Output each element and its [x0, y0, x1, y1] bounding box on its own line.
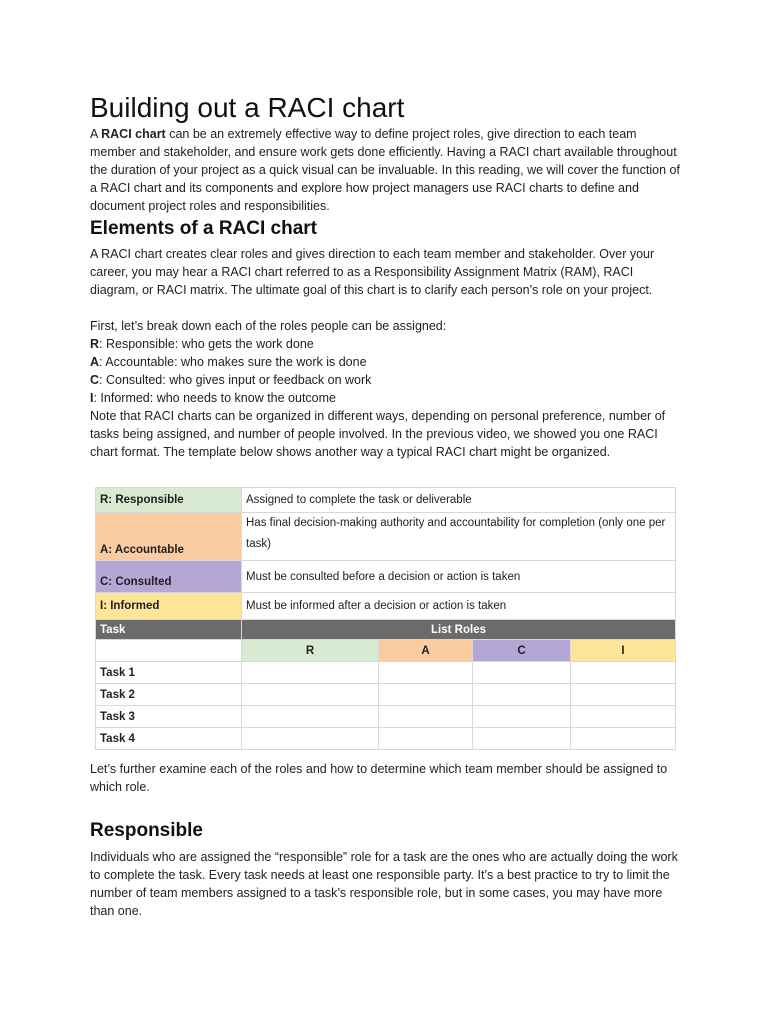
- assignment-cell[interactable]: [242, 706, 379, 728]
- definition-row-c: [96, 561, 676, 593]
- role-line-r: R: Responsible: who gets the work done: [90, 337, 314, 351]
- intro-paragraph: [90, 125, 680, 215]
- assignment-cell[interactable]: [473, 728, 571, 750]
- assignment-cell[interactable]: [242, 684, 379, 706]
- task-header: Task: [96, 620, 242, 640]
- assignment-cell[interactable]: [379, 684, 473, 706]
- roles-header: List Roles: [242, 620, 676, 640]
- assignment-cell[interactable]: [242, 728, 379, 750]
- assignment-cell[interactable]: [379, 706, 473, 728]
- intro-bold-term: RACI chart: [101, 127, 166, 141]
- role-letter-i: I: [571, 640, 676, 662]
- role-line-c: C: Consulted: who gives input or feedback on work: [90, 373, 372, 387]
- elements-heading: Elements of a RACI chart: [90, 218, 317, 239]
- role-cell: A: Accountable: [96, 513, 242, 561]
- assignment-cell[interactable]: [473, 706, 571, 728]
- assignment-cell[interactable]: [242, 662, 379, 684]
- responsible-paragraph: Individuals who are assigned the “responsible” role for a task are the ones who are actually doing the work to complete the task. Every task needs at least one responsible party. It’s a best practice to try to limit the number of team members assigned to a task’s responsible role, but in some cases, you may have more than one.: [90, 850, 678, 918]
- role-letter-a: A: [379, 640, 473, 662]
- empty-cell: [96, 640, 242, 662]
- definition-row-a: [96, 513, 676, 561]
- task-name: Task 1: [96, 662, 242, 684]
- role-cell: I: Informed: [96, 593, 242, 620]
- elements-paragraph-1: A RACI chart creates clear roles and gives direction to each team member and stakeholder. Over your career, you may hear a RACI chart referred to as a Responsibility Assignment Matrix (RAM), RACI diagram, or RACI matrix. The ultimate goal of this chart is to clarify each person’s role on your project.: [90, 247, 655, 297]
- intro-lead: A: [90, 127, 102, 141]
- task-name: Task 4: [96, 728, 242, 750]
- elements-paragraph-2: First, let’s break down each of the roles people can be assigned:: [90, 319, 447, 333]
- definition-row-r: [96, 488, 676, 513]
- table-header-row: [96, 620, 676, 640]
- role-description: Must be consulted before a decision or action is taken: [242, 561, 676, 593]
- role-cell: C: Consulted: [96, 561, 242, 593]
- assignment-cell[interactable]: [571, 684, 676, 706]
- page-title: Building out a RACI chart: [90, 92, 405, 123]
- roles-list: [90, 335, 680, 407]
- raci-template-table: [95, 487, 676, 750]
- after-table-paragraph: Let’s further examine each of the roles and how to determine which team member should be assigned to which role.: [90, 762, 668, 794]
- role-line-i: I: Informed: who needs to know the outcome: [90, 391, 336, 405]
- assignment-cell[interactable]: [379, 662, 473, 684]
- assignment-cell[interactable]: [473, 662, 571, 684]
- assignment-cell[interactable]: [571, 706, 676, 728]
- assignment-cell[interactable]: [379, 728, 473, 750]
- intro-rest: can be an extremely effective way to define project roles, give direction to each team member and stakeholder, and ensure work gets done efficiently. Having a RACI chart available throughout the duration of your project as a quick visual can be invaluable. In this reading, we will cover the function of a RACI chart and its components and explore how project managers use RACI charts to define and document project roles and responsibilities.: [90, 127, 680, 213]
- task-row: [96, 706, 676, 728]
- role-line-a: A: Accountable: who makes sure the work is done: [90, 355, 367, 369]
- task-row: [96, 662, 676, 684]
- role-letters-row: [96, 640, 676, 662]
- task-row: [96, 728, 676, 750]
- task-name: Task 2: [96, 684, 242, 706]
- elements-paragraph-3: Note that RACI charts can be organized in different ways, depending on personal preference, number of tasks being assigned, and number of people involved. In the previous video, we showed you one RACI chart format. The template below shows another way a typical RACI chart might be organized.: [90, 409, 666, 459]
- role-description: Must be informed after a decision or action is taken: [242, 593, 676, 620]
- role-description: Assigned to complete the task or deliverable: [242, 488, 676, 513]
- role-description: Has final decision-making authority and accountability for completion (only one per task): [242, 513, 676, 561]
- role-letter-r: R: [242, 640, 379, 662]
- definition-row-i: [96, 593, 676, 620]
- responsible-heading: Responsible: [90, 820, 203, 841]
- task-name: Task 3: [96, 706, 242, 728]
- assignment-cell[interactable]: [571, 662, 676, 684]
- assignment-cell[interactable]: [473, 684, 571, 706]
- role-cell: R: Responsible: [96, 488, 242, 513]
- task-row: [96, 684, 676, 706]
- assignment-cell[interactable]: [571, 728, 676, 750]
- role-letter-c: C: [473, 640, 571, 662]
